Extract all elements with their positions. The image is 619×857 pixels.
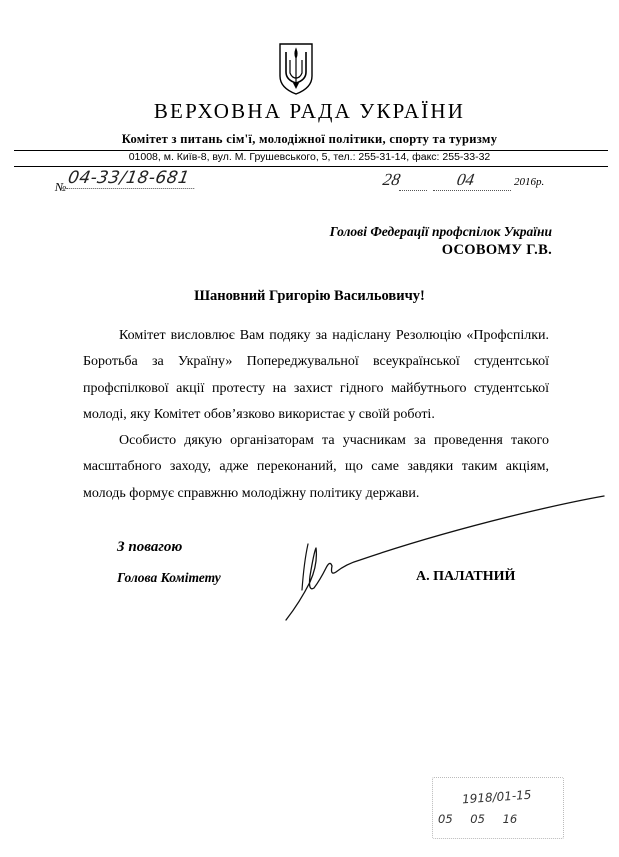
recipient-name: ОСОВОМУ Г.В. — [441, 242, 552, 258]
stamp-incoming-number: 1918/01-15 — [461, 787, 532, 807]
registration-number-label: № — [55, 180, 67, 194]
date-day: 28 — [381, 170, 402, 189]
signer-position: Голова Комітету — [117, 570, 221, 585]
date-month: 04 — [455, 170, 476, 189]
committee-name: Комітет з питань сім'ї, молодіжної політики, спорту та туризму — [121, 132, 498, 146]
committee-address: 01008, м. Київ-8, вул. М. Грушевського, 5, тел.: 255-31-14, факс: 255-33-32 — [128, 151, 491, 163]
recipient-title: Голові Федерації профспілок України — [329, 224, 552, 239]
registration-number: 04-33/18-681 — [66, 168, 198, 189]
body-paragraph-2: Особисто дякую організаторам та учасникам за проведення такого масштабного заходу, адже переконаний, що саме завдяки таким акціям, молодь формує справжню молодіжну політику держави. — [83, 433, 549, 501]
registration-date — [383, 170, 593, 194]
stamp-incoming-date: 05 05 16 — [438, 812, 518, 826]
registration-stamp — [432, 777, 564, 839]
salutation: Шановний Григорію Васильовичу! — [194, 288, 425, 304]
organization-title: ВЕРХОВНА РАДА УКРАЇНИ — [153, 99, 466, 123]
date-year: 2016р. — [514, 176, 545, 188]
closing-regards: З повагою — [117, 539, 183, 555]
handwritten-signature — [280, 492, 610, 622]
header-divider-bottom — [14, 166, 608, 167]
trident-emblem-icon — [276, 40, 316, 97]
body-paragraph-1: Комітет висловлює Вам подяку за надіслану Резолюцію «Профспілки. Боротьба за Україну» Попереджувальної всеукраїнської студентської профспілкової акції протесту на захист гідного майбутнього студентської молоді, яку Комітет обов’язково використає у своїй роботі. — [83, 328, 549, 422]
date-day-underline — [399, 190, 427, 191]
signer-name: А. ПАЛАТНИЙ — [416, 569, 516, 584]
date-month-underline — [433, 190, 511, 191]
